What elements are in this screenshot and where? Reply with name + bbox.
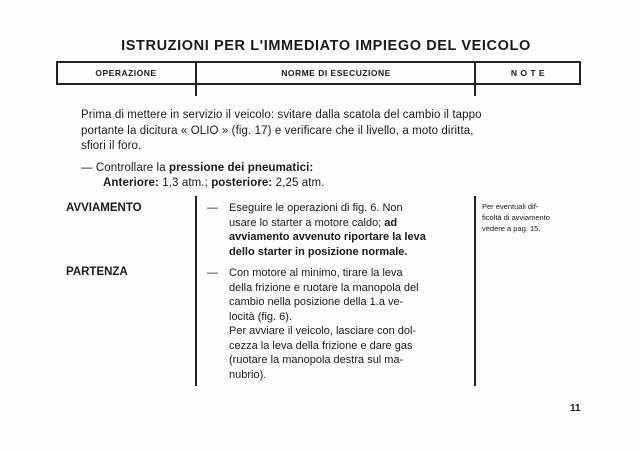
rear-tire-value: 2,25 atm. [272, 177, 325, 189]
header-operazione: OPERAZIONE [95, 68, 157, 78]
note-line-3: vedere a pag. 15. [482, 224, 541, 233]
note-avviamento [482, 201, 578, 234]
intro-line-3: sfiori il foro. [81, 140, 142, 152]
body-divider-2 [474, 196, 476, 386]
header-border-right [579, 61, 581, 85]
partenza-line-1: Con motore al minimo, tirare la leva [229, 267, 403, 279]
body-divider-1 [195, 196, 197, 386]
partenza-line-6: cezza la leva della frizione e dare gas [229, 339, 413, 352]
pressure-title: pressione dei pneumatici: [168, 161, 314, 174]
dash-avviamento: — [207, 202, 218, 214]
header-divider-1 [195, 61, 197, 96]
avviamento-line-2 [207, 217, 397, 229]
avviamento-line-3: avviamento avvenuto riportare la leva [229, 231, 426, 243]
avviamento-line-1: Eseguire le operazioni di fig. 6. Non [229, 202, 403, 214]
pressure-paragraph [81, 161, 561, 192]
table-header [56, 61, 580, 85]
page-title: ISTRUZIONI PER L'IMMEDIATO IMPIEGO DEL VEICOLO [121, 38, 531, 54]
avviamento-line-2-normal: usare lo starter a motore caldo; [229, 216, 385, 229]
front-tire-value: 1,3 atm.; [158, 177, 212, 189]
front-tire-label: Anteriore: [103, 177, 159, 189]
header-norme: NORME DI ESECUZIONE [281, 68, 391, 78]
page-number: 11 [570, 403, 581, 414]
section-label-partenza: PARTENZA [66, 266, 128, 278]
header-border-left [56, 61, 58, 85]
partenza-line-8: nubrio). [229, 368, 267, 381]
section-label-avviamento: AVVIAMENTO [66, 202, 142, 214]
partenza-line-3: cambio nella posizione della 1.a ve- [229, 296, 404, 308]
header-divider-2 [474, 61, 476, 96]
dash-partenza: — [207, 267, 218, 279]
instructions-avviamento [207, 201, 469, 259]
instructions-partenza [207, 266, 469, 382]
partenza-line-2: della frizione e ruotare la manopola del [229, 281, 419, 294]
partenza-line-5: Per avviare il veicolo, lasciare con dol- [229, 325, 417, 337]
intro-text [81, 108, 561, 198]
partenza-line-4: locità (fig. 6). [229, 310, 292, 323]
note-line-1: Per eventuali dif- [482, 202, 539, 211]
intro-line-2: portante la dicitura « OLIO » (fig. 17) e verificare che il livello, a moto diritta, [81, 124, 474, 137]
rear-tire-label: posteriore: [211, 177, 273, 189]
partenza-line-7: (ruotare la manopola destra sul ma- [229, 354, 404, 366]
intro-line-1: Prima di mettere in servizio il veicolo: svitare dalla scatola del cambio il tappo [81, 109, 482, 121]
avviamento-line-2-bold: ad [384, 216, 398, 229]
pressure-prefix: — Controllare la [81, 161, 169, 174]
header-note: N O T E [510, 68, 546, 78]
note-line-2: ficoltà di avviamento [482, 213, 550, 222]
intro-paragraph [81, 108, 561, 155]
avviamento-line-4: dello starter in posizione normale. [229, 245, 408, 258]
